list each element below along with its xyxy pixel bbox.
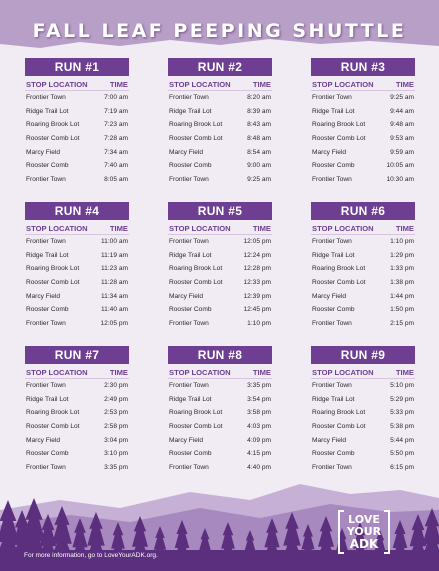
stop-location: Roaring Brook Lot	[26, 265, 80, 273]
stop-location: Marcy Field	[169, 148, 204, 156]
table-row	[25, 249, 129, 263]
stop-location: Rooster Comb	[26, 306, 69, 314]
table-row	[311, 420, 415, 434]
stop-location: Frontier Town	[312, 238, 352, 245]
stop-location: Frontier Town	[26, 382, 66, 389]
column-header-location: STOP LOCATION	[26, 80, 88, 89]
column-header-time: TIME	[395, 224, 414, 233]
stop-location: Roaring Brook Lot	[169, 121, 223, 129]
table-row	[168, 249, 272, 263]
stop-time: 12:05 pm	[100, 320, 128, 328]
table-row	[168, 317, 272, 331]
column-header-location: STOP LOCATION	[169, 224, 231, 233]
stop-time: 7:28 am	[104, 135, 128, 143]
run-table	[168, 346, 272, 475]
stop-time: 11:40 am	[100, 306, 128, 314]
run-heading: RUN #9	[311, 346, 415, 364]
stop-location: Rooster Comb Lot	[169, 279, 223, 287]
stop-time: 8:05 am	[104, 176, 128, 184]
run-table	[25, 202, 129, 331]
page-title: FALL LEAF PEEPING SHUTTLE	[32, 20, 407, 42]
stop-location: Frontier Town	[312, 320, 352, 328]
stop-location: Rooster Comb Lot	[26, 279, 80, 287]
stop-location: Rooster Comb Lot	[169, 423, 223, 431]
stop-location: Frontier Town	[26, 464, 66, 472]
stop-time: 1:10 pm	[247, 320, 271, 328]
table-row	[25, 159, 129, 173]
stop-location: Marcy Field	[169, 292, 204, 300]
table-row	[311, 379, 415, 393]
stop-location: Roaring Brook Lot	[312, 409, 366, 417]
stop-time: 3:35 pm	[247, 382, 271, 389]
stop-location: Frontier Town	[26, 94, 66, 101]
stop-time: 9:48 am	[390, 121, 414, 129]
stop-location: Frontier Town	[169, 94, 209, 101]
stop-time: 1:44 pm	[390, 292, 414, 300]
stop-location: Ridge Trail Lot	[26, 395, 69, 403]
column-header-time: TIME	[109, 224, 128, 233]
stop-time: 5:29 pm	[390, 395, 414, 403]
column-header-location: STOP LOCATION	[169, 80, 231, 89]
table-row	[311, 173, 415, 187]
stop-time: 1:50 pm	[390, 306, 414, 314]
stop-time: 3:35 pm	[104, 464, 128, 472]
stop-time: 7:19 am	[104, 107, 128, 115]
stop-time: 5:50 pm	[390, 450, 414, 458]
stop-time: 12:33 pm	[243, 279, 271, 287]
table-row	[311, 132, 415, 146]
stop-time: 9:25 am	[390, 94, 414, 101]
table-row	[25, 406, 129, 420]
table-row	[25, 393, 129, 407]
stop-location: Rooster Comb	[312, 450, 355, 458]
stop-time: 3:10 pm	[104, 450, 128, 458]
stop-time: 2:53 pm	[104, 409, 128, 417]
stop-location: Rooster Comb	[169, 162, 212, 170]
stop-time: 3:58 pm	[247, 409, 271, 417]
column-header-time: TIME	[252, 80, 271, 89]
table-row	[311, 91, 415, 105]
column-header-location: STOP LOCATION	[26, 224, 88, 233]
table-row	[168, 118, 272, 132]
footer-info-text: For more information, go to LoveYourADK.org.	[24, 552, 158, 559]
stop-location: Rooster Comb Lot	[312, 423, 366, 431]
table-row	[311, 105, 415, 119]
run-heading: RUN #1	[25, 58, 129, 76]
table-row	[25, 118, 129, 132]
run-table	[311, 202, 415, 331]
stop-time: 9:25 am	[247, 176, 271, 184]
stop-time: 7:00 am	[104, 94, 128, 101]
column-header-row	[25, 223, 129, 235]
column-header-location: STOP LOCATION	[312, 224, 374, 233]
table-row	[311, 262, 415, 276]
stop-time: 8:43 am	[247, 121, 271, 129]
column-header-time: TIME	[252, 368, 271, 377]
stop-location: Rooster Comb	[312, 306, 355, 314]
stop-location: Rooster Comb	[26, 162, 69, 170]
table-row	[168, 406, 272, 420]
stop-location: Marcy Field	[26, 148, 61, 156]
column-header-location: STOP LOCATION	[312, 80, 374, 89]
column-header-time: TIME	[109, 80, 128, 89]
table-row	[25, 105, 129, 119]
stop-time: 2:15 pm	[390, 320, 414, 328]
table-row	[168, 262, 272, 276]
run-heading: RUN #2	[168, 58, 272, 76]
table-row	[25, 262, 129, 276]
stop-time: 7:34 am	[104, 148, 128, 156]
stop-location: Rooster Comb Lot	[26, 135, 80, 143]
run-table	[25, 346, 129, 475]
table-row	[25, 317, 129, 331]
stop-time: 2:58 pm	[104, 423, 128, 431]
stop-time: 3:54 pm	[247, 395, 271, 403]
column-header-row	[168, 367, 272, 379]
stop-location: Rooster Comb Lot	[26, 423, 80, 431]
table-row	[311, 146, 415, 160]
logo-line-your: YOUR	[346, 525, 382, 538]
stop-location: Roaring Brook Lot	[26, 409, 80, 417]
table-row	[168, 146, 272, 160]
stop-time: 12:28 pm	[243, 265, 271, 273]
column-header-row	[25, 79, 129, 91]
stop-time: 4:40 pm	[247, 464, 271, 472]
table-row	[25, 447, 129, 461]
stop-time: 11:23 am	[100, 265, 128, 273]
table-row	[168, 91, 272, 105]
stop-time: 11:28 am	[100, 279, 128, 287]
stop-location: Roaring Brook Lot	[169, 265, 223, 273]
stop-time: 2:49 pm	[104, 395, 128, 403]
table-row	[168, 379, 272, 393]
table-row	[25, 434, 129, 448]
stop-time: 5:44 pm	[390, 436, 414, 444]
stop-location: Marcy Field	[312, 292, 347, 300]
column-header-row	[311, 223, 415, 235]
stop-time: 9:59 am	[390, 148, 414, 156]
stop-time: 1:38 pm	[390, 279, 414, 287]
table-row	[311, 235, 415, 249]
stop-time: 8:48 am	[247, 135, 271, 143]
stop-time: 11:19 am	[100, 251, 128, 259]
stop-location: Rooster Comb	[169, 450, 212, 458]
stop-location: Frontier Town	[312, 176, 352, 184]
stop-time: 2:30 pm	[104, 382, 128, 389]
column-header-row	[311, 367, 415, 379]
stop-location: Ridge Trail Lot	[26, 251, 69, 259]
run-heading: RUN #8	[168, 346, 272, 364]
stop-time: 1:10 pm	[390, 238, 414, 245]
column-header-row	[25, 367, 129, 379]
stop-location: Rooster Comb	[26, 450, 69, 458]
table-row	[311, 406, 415, 420]
stop-time: 10:30 am	[386, 176, 414, 184]
run-heading: RUN #7	[25, 346, 129, 364]
table-row	[168, 132, 272, 146]
run-heading: RUN #3	[311, 58, 415, 76]
column-header-row	[311, 79, 415, 91]
stop-time: 5:10 pm	[390, 382, 414, 389]
stop-time: 8:54 am	[247, 148, 271, 156]
column-header-location: STOP LOCATION	[26, 368, 88, 377]
logo-line-adk: ADK	[349, 537, 379, 551]
table-row	[25, 303, 129, 317]
table-row	[25, 235, 129, 249]
stop-location: Roaring Brook Lot	[312, 265, 366, 273]
column-header-location: STOP LOCATION	[169, 368, 231, 377]
stop-location: Ridge Trail Lot	[169, 251, 212, 259]
column-header-time: TIME	[252, 224, 271, 233]
stop-location: Frontier Town	[26, 238, 66, 245]
stop-time: 7:23 am	[104, 121, 128, 129]
table-row	[25, 379, 129, 393]
column-header-row	[168, 223, 272, 235]
logo-line-love: LOVE	[348, 513, 380, 526]
table-row	[25, 290, 129, 304]
stop-time: 9:53 am	[390, 135, 414, 143]
stop-location: Frontier Town	[169, 464, 209, 472]
stop-location: Ridge Trail Lot	[169, 107, 212, 115]
column-header-location: STOP LOCATION	[312, 368, 374, 377]
column-header-time: TIME	[109, 368, 128, 377]
stop-location: Frontier Town	[169, 238, 209, 245]
stop-time: 7:40 am	[104, 162, 128, 170]
stop-time: 11:34 am	[100, 292, 128, 300]
table-row	[311, 434, 415, 448]
table-row	[168, 290, 272, 304]
stop-time: 9:00 am	[247, 162, 271, 170]
column-header-time: TIME	[395, 368, 414, 377]
table-row	[168, 420, 272, 434]
stop-time: 1:33 pm	[390, 265, 414, 273]
stop-location: Roaring Brook Lot	[312, 121, 366, 129]
table-row	[168, 447, 272, 461]
column-header-row	[168, 79, 272, 91]
stop-location: Marcy Field	[26, 436, 61, 444]
table-row	[168, 173, 272, 187]
run-heading: RUN #6	[311, 202, 415, 220]
stop-location: Rooster Comb	[312, 162, 355, 170]
table-row	[311, 303, 415, 317]
table-row	[168, 276, 272, 290]
table-row	[168, 393, 272, 407]
run-heading: RUN #5	[168, 202, 272, 220]
stop-location: Frontier Town	[26, 176, 66, 184]
column-header-time: TIME	[395, 80, 414, 89]
stop-location: Marcy Field	[169, 436, 204, 444]
stop-time: 9:44 am	[390, 107, 414, 115]
stop-time: 4:03 pm	[247, 423, 271, 431]
stop-location: Frontier Town	[26, 320, 66, 328]
stop-location: Ridge Trail Lot	[312, 107, 355, 115]
stop-location: Rooster Comb	[169, 306, 212, 314]
stop-location: Marcy Field	[26, 292, 61, 300]
stop-location: Frontier Town	[169, 382, 209, 389]
stop-time: 12:39 pm	[243, 292, 271, 300]
table-row	[311, 447, 415, 461]
stop-location: Marcy Field	[312, 148, 347, 156]
stop-location: Rooster Comb Lot	[312, 279, 366, 287]
table-row	[311, 317, 415, 331]
run-heading: RUN #4	[25, 202, 129, 220]
table-row	[25, 91, 129, 105]
stop-location: Rooster Comb Lot	[169, 135, 223, 143]
stop-location: Frontier Town	[312, 464, 352, 472]
table-row	[311, 159, 415, 173]
table-row	[311, 276, 415, 290]
stop-location: Frontier Town	[169, 176, 209, 184]
run-table	[311, 58, 415, 187]
stop-time: 11:00 am	[100, 238, 128, 245]
table-row	[311, 118, 415, 132]
stop-time: 8:20 am	[247, 94, 271, 101]
stop-location: Roaring Brook Lot	[169, 409, 223, 417]
table-row	[311, 393, 415, 407]
stop-time: 10:05 am	[386, 162, 414, 170]
stop-location: Roaring Brook Lot	[26, 121, 80, 129]
stop-location: Rooster Comb Lot	[312, 135, 366, 143]
stop-location: Frontier Town	[312, 94, 352, 101]
stop-location: Ridge Trail Lot	[312, 395, 355, 403]
table-row	[25, 420, 129, 434]
table-row	[311, 249, 415, 263]
stop-time: 6:15 pm	[390, 464, 414, 472]
table-row	[168, 434, 272, 448]
table-row	[25, 276, 129, 290]
stop-time: 4:09 pm	[247, 436, 271, 444]
stop-time: 12:45 pm	[243, 306, 271, 314]
table-row	[311, 290, 415, 304]
stop-time: 12:24 pm	[243, 251, 271, 259]
stop-time: 12:05 pm	[243, 238, 271, 245]
table-row	[168, 105, 272, 119]
run-table	[311, 346, 415, 475]
stop-location: Frontier Town	[312, 382, 352, 389]
stop-time: 5:33 pm	[390, 409, 414, 417]
stop-time: 8:39 am	[247, 107, 271, 115]
run-table	[168, 202, 272, 331]
stop-location: Frontier Town	[169, 320, 209, 328]
table-row	[25, 146, 129, 160]
stop-time: 5:38 pm	[390, 423, 414, 431]
logo-bracket-right	[384, 510, 390, 554]
table-row	[168, 303, 272, 317]
table-row	[168, 159, 272, 173]
table-row	[168, 235, 272, 249]
stop-time: 3:04 pm	[104, 436, 128, 444]
stop-location: Ridge Trail Lot	[169, 395, 212, 403]
stop-location: Ridge Trail Lot	[312, 251, 355, 259]
stop-time: 1:29 pm	[390, 251, 414, 259]
run-table	[25, 58, 129, 187]
stop-location: Ridge Trail Lot	[26, 107, 69, 115]
run-table	[168, 58, 272, 187]
table-row	[25, 132, 129, 146]
stop-time: 4:15 pm	[247, 450, 271, 458]
table-row	[25, 173, 129, 187]
love-your-adk-logo	[338, 510, 390, 554]
stop-location: Marcy Field	[312, 436, 347, 444]
